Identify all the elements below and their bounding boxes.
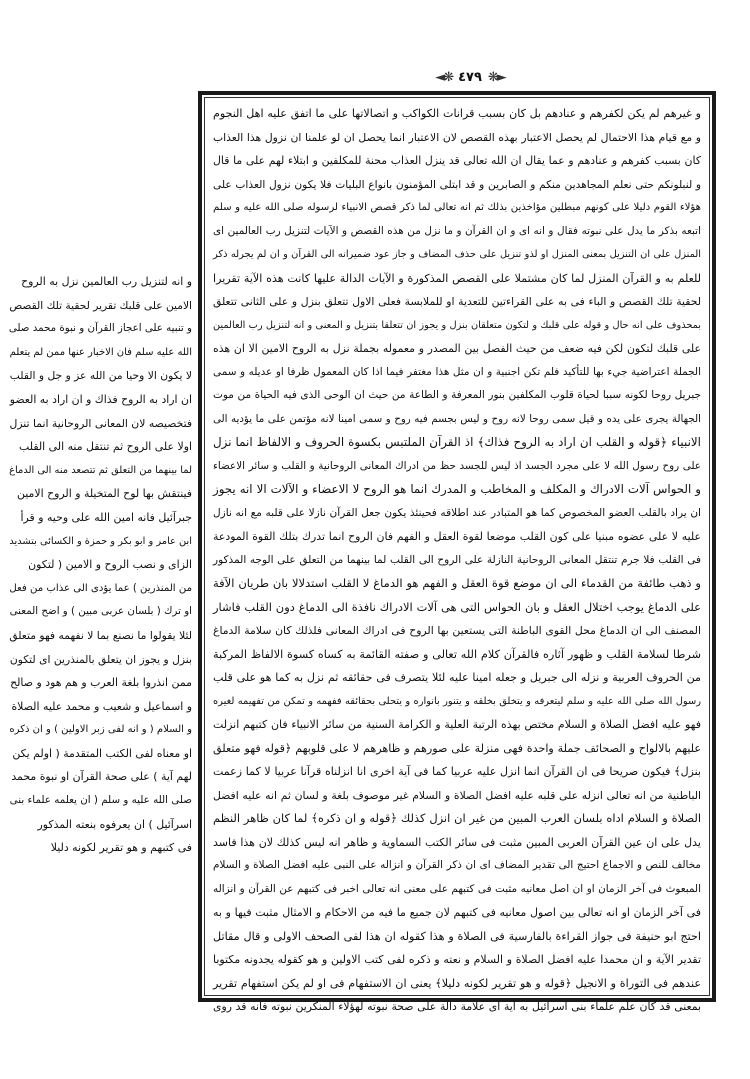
main-text-line: مخالف للنص و الاجماع احتيج الى تقدير المضاف اى ان ذكر القرآن و انزاله على النبى عليه افضل الصلاة و السلام — [213, 859, 701, 871]
margin-text-line: فتخصيصه لان المعانى الروحانية انما تنزل — [9, 416, 192, 430]
main-text-line: شرطا لسلامة القلب و ظهور آثاره فالقرآن كلام الله تعالى و صفته القائمة به كساه كسوة الالفاظ المركبة — [213, 647, 701, 661]
margin-text-line: جبرآئيل فانه امين الله على وحيه و قرأ — [20, 510, 192, 524]
main-text-line: بمعنى قد كان علم علماء بنى اسرائيل به آية اى علامة دالة على صحة نبوته لهؤلاء المنكرين نبوته فانه قد روى — [213, 1000, 701, 1013]
right-ornament-icon: ❋► — [487, 69, 505, 85]
margin-text-line: فى كتبهم و هو تقرير لكونه دليلا — [50, 841, 192, 855]
margin-text-line: الزاى و نصب الروح و الامين ( لتكون — [28, 558, 192, 572]
margin-text-line: ممن انذروا بلغة العرب و هم هود و صالح — [10, 676, 192, 690]
main-text-line: على قلبك لتكون لكن فيه ضعف من حيث الفصل بين المصدر و معموله بجملة نزل به الروح الامين الا ان هذه — [213, 342, 701, 355]
margin-text-line: و انه لتنزيل رب العالمين نزل به الروح — [21, 275, 192, 288]
main-text-line: رسول الله صلى الله عليه و سلم ليتعرفه و يتخلق بخلقه و يتنور بانواره و يتحلى بحقائقه ففهمه و تمكن من تفهيمه لغيره — [213, 695, 701, 707]
main-text-line: المصنف الى ان الدماغ محل القوى الباطنة التى يستعين بها الروح فى ادراك المعانى فلذلك كان سلامة الدماغ — [213, 624, 701, 637]
main-text-line: عليهم بالالواح و الصحائف جملة واحدة فهى منزلة على صورهم و ظاهرهم لا على قلوبهم ﴿قوله فهو متعلق — [213, 741, 701, 755]
main-text-line: تقدير الآية و ان محمدا عليه افضل الصلاة و السلام و نعته و ذكره لفى كتب الاولين و هو كقوله يجدونه مكتوبا — [213, 953, 701, 966]
main-text-line: اتبعه بذكر ما يدل على نبوته فقال و انه اى و ان القرآن و ما نزل من هذه القصص و الآيات لتنزيل رب العالمين اى — [213, 224, 701, 237]
main-text-line: يدل على ان عين القرآن العربى المبين مثبت فى سائر الكتب السماوية و ظاهر انه ليس كذلك لان هذا فاسد — [213, 835, 701, 849]
main-text-line: و غيرهم لم يكن لكفرهم و عنادهم بل كان بسبب قرانات الكواكب و اتصالاتها على ما اتفق عليه اهل النجوم — [213, 107, 701, 120]
margin-text-line: ابن عامر و ابو بكر و حمزة و الكسائى بتشديد — [9, 535, 192, 547]
main-text-line: الصلاة و السلام اداه بلسان العرب المبين من غير ان انزل كذلك ﴿قوله و ان ذكره﴾ لما كان ظاهر النظم — [213, 811, 701, 825]
main-text-line: احتج ابو حنيفة فى جواز القراءة بالفارسية فى الصلاة و هذا كقوله ان هذا لفى الصحف الاولى و قال مقاتل — [213, 929, 701, 943]
margin-text-line: اسرآئيل ) ان يعرفوه بنعته المذكور — [37, 817, 192, 831]
margin-text-line: اولا على الروح ثم تنتقل منه الى القلب — [19, 440, 192, 454]
margin-text-line: من المنذرين ) عما يؤدى الى عذاب من فعل — [9, 582, 192, 594]
margin-text-line: لا يكون الا وحيا من الله عز و جل و القلب — [9, 369, 192, 383]
main-text-line: الجهالة يجرى على يده و قيل سمى روحا لانه روح و ليس بجسم فيه روح و سمى امينا لانه مؤتمن على ما يؤديه الى — [213, 412, 701, 425]
main-text-line: و ذهب طائفة من القدماء الى ان موضع قوة العقل و الفهم هو الدماغ لا القلب استدلالا بان طريان الآفة — [213, 576, 701, 590]
main-text-line: عليه لا على عضوه مبنيا على كون القلب موضعا لقوة العقل و الفهم فان الروح انما تدرك بتلك القوة المودعة — [213, 530, 701, 543]
main-text-frame — [198, 91, 716, 1013]
margin-commentary — [0, 270, 198, 860]
main-text-body — [204, 97, 710, 1013]
margin-text-line: الامين على قلبك تقرير لحقية تلك القصص — [9, 298, 192, 312]
main-text-line: على روح رسول الله لا على مجرد الجسد اذ ليس للجسد حظ من ادراك المعانى الروحانية و القلب و سائر الاعضاء — [213, 459, 701, 472]
main-text-line: فى القلب فلا جرم تنتقل المعانى الروحانية النازلة على الروح الى القلب لما بينهما من التعلق على الوجه المذكور — [213, 553, 701, 566]
main-text-line: الانبياء ﴿قوله و القلب ان اراد به الروح فذاك﴾ اذ القرآن الملتبس بكسوة الحروف و الالفاظ انما نزل — [213, 435, 701, 449]
main-text-line: الجملة اعتراضية جيء بها للتأكيد فلم تكن اجنبية و ان مثل هذا مغتفر فيما اذا كان المعمول ظرفا او عديله و سمى — [213, 365, 701, 378]
main-text-line: فهو عليه افضل الصلاة و السلام مختص بهذه الرتبة العلية و الكرامة السنية من سائر الانبياء فان كتبهم انزلت — [213, 718, 701, 731]
main-text-line: لحقية تلك القصص و الباء فى به على القراءتين للتعدية او للملابسة فعلى الاول تتعلق بنزل و على الثانى تتعلق — [213, 295, 701, 308]
margin-text-line: فينتقش بها لوح المتخيلة و الروح الامين — [16, 487, 192, 501]
main-text-line: من الحروف العربية و نزله الى جبريل و جعله امينا عليه لئلا يتصرف فى حقائقه ثم نزل به كما هو على قلب — [213, 671, 701, 684]
margin-text-line: بنزل و يجوز ان يتعلق بالمنذرين اى لتكون — [9, 652, 192, 666]
main-text-line: كان بسبب كفرهم و عنادهم و عما يقال ان الله تعالى قد ينزل العذاب محنة للمكلفين و ابتلاء لهم على ما قال — [213, 154, 701, 167]
left-ornament-icon: ◄❋ — [435, 69, 453, 85]
margin-text-line: او معناه لفى الكتب المتقدمة ( اولم يكن — [12, 746, 192, 760]
margin-text-line: لما بينهما من التعلق ثم تتصعد منه الى الدماغ — [9, 464, 192, 476]
margin-text-line: ان اراد به الروح فذاك و ان اراد به العضو — [9, 392, 192, 406]
page-header — [380, 66, 560, 88]
main-text-line: و الحواس آلات الادراك و المكلف و المخاطب و المدرك انما هو الروح لا الاعضاء و الآلات الا انه يجوز — [213, 482, 701, 496]
main-text-line: بمحذوف على انه حال و قوله على قلبك و لتكون متعلقان بنزل و يجوز ان تتعلقا بتنزيل و المعنى و انه لتنزيل رب العالمين — [213, 319, 701, 331]
margin-text-line: الله عليه سلم فان الاخبار عنها ممن لم يتعلم — [9, 346, 192, 358]
margin-text-line: صلى الله عليه و سلم ( ان يعلمه علماء بنى — [9, 794, 192, 807]
main-text-line: الباطنية من انه تعالى انزله على قلبه عليه افضل الصلاة و السلام غير موصوف بلغة و لسان ثم انه عليه افضل — [213, 788, 701, 802]
margin-text-line: و اسماعيل و شعيب و محمد عليه الصلاة — [11, 699, 192, 713]
main-text-line: للعلم به و القرآن المنزل لما كان مشتملا على القصص المذكورة و الآيات الدالة عليها كانت هذه الآية تقريرا — [213, 271, 701, 285]
page-number: ٤٧٩ — [458, 69, 482, 85]
margin-text-line: و تنبيه على اعجاز القرآن و نبوة محمد صلى — [8, 322, 192, 335]
main-text-line: جبريل روحا لكونه سببا لحياة قلوب المكلفين بنور المعرفة و الطاعة من حيث ان الوحى الذى فيه الحياة من موت — [213, 389, 701, 401]
margin-text-line: لهم آية ) على صحة القرآن او نبوة محمد — [11, 770, 192, 784]
main-text-line: بنزل﴾ فيكون صريحا فى ان القرآن انما انزل عليه عربيا كما فى آية اخرى انا انزلناه قرآنا عربيا لا كما زعمت — [213, 765, 701, 778]
main-text-line: المبعوث فى آخر الزمان او ان اصل معانيه مثبت فى كتبهم على معنى انه تعالى اخبر فى كتبهم عن القرآن و انزاله — [213, 882, 701, 895]
main-text-line: عندهم فى التوراة و الانجيل ﴿قوله و هو تقرير لكونه دليلا﴾ يعنى ان الاستفهام فى او لم يكن استفهام تقرير — [213, 976, 701, 990]
margin-text-line: لئلا يقولوا ما نصنع بما لا نفهمه فهو متعلق — [9, 628, 192, 642]
main-text-line: و لنبلونكم حتى نعلم المجاهدين منكم و الصابرين و قد ابتلى المؤمنون بانواع البليات فلا يكون نزول العذاب على — [213, 177, 701, 191]
main-text-line: على الدماغ يوجب اختلال العقل و بان الحواس التى هى آلات الادراك نافذة الى الدماغ دون القلب فاشار — [213, 599, 701, 614]
main-text-line: فى آخر الزمان او انه تعالى بين اصول معانيه فى كتبهم لان جميع ما فيه من الاحكام و الامثال مثبت فيها و به — [213, 906, 701, 919]
main-text-line: و مع قيام هذا الاحتمال لم يحصل الاعتبار بهذه القصص لان الاعتبار انما يحصل ان لو علمنا ان نزول هذا العذاب — [213, 130, 701, 144]
main-text-line: ان يراد بالقلب العضو المخصوص كما هو المتبادر عند اطلاقه فحينئذ يكون جعل القرآن نازلا على قلبه مع انه نازل — [213, 506, 701, 519]
margin-text-line: او ترك ( بلسان عربى مبين ) و اضح المعنى — [9, 605, 192, 618]
main-text-line: هؤلاء القوم دليلا على كونهم مبطلين مؤاخذين بذلك ثم انه تعالى لما ذكر قصص الانبياء لرسوله صلى الله عليه و سلم — [213, 202, 701, 213]
main-text-line: المنزل على ان التنزيل بمعنى المنزل او لذو تنزيل على حذف المضاف و جاز عود ضميرانه الى القرآن و ان لم يجرله ذكر — [213, 249, 701, 260]
margin-text-line: و السلام ( و انه لفى زبر الاولين ) و ان ذكره — [9, 724, 192, 736]
